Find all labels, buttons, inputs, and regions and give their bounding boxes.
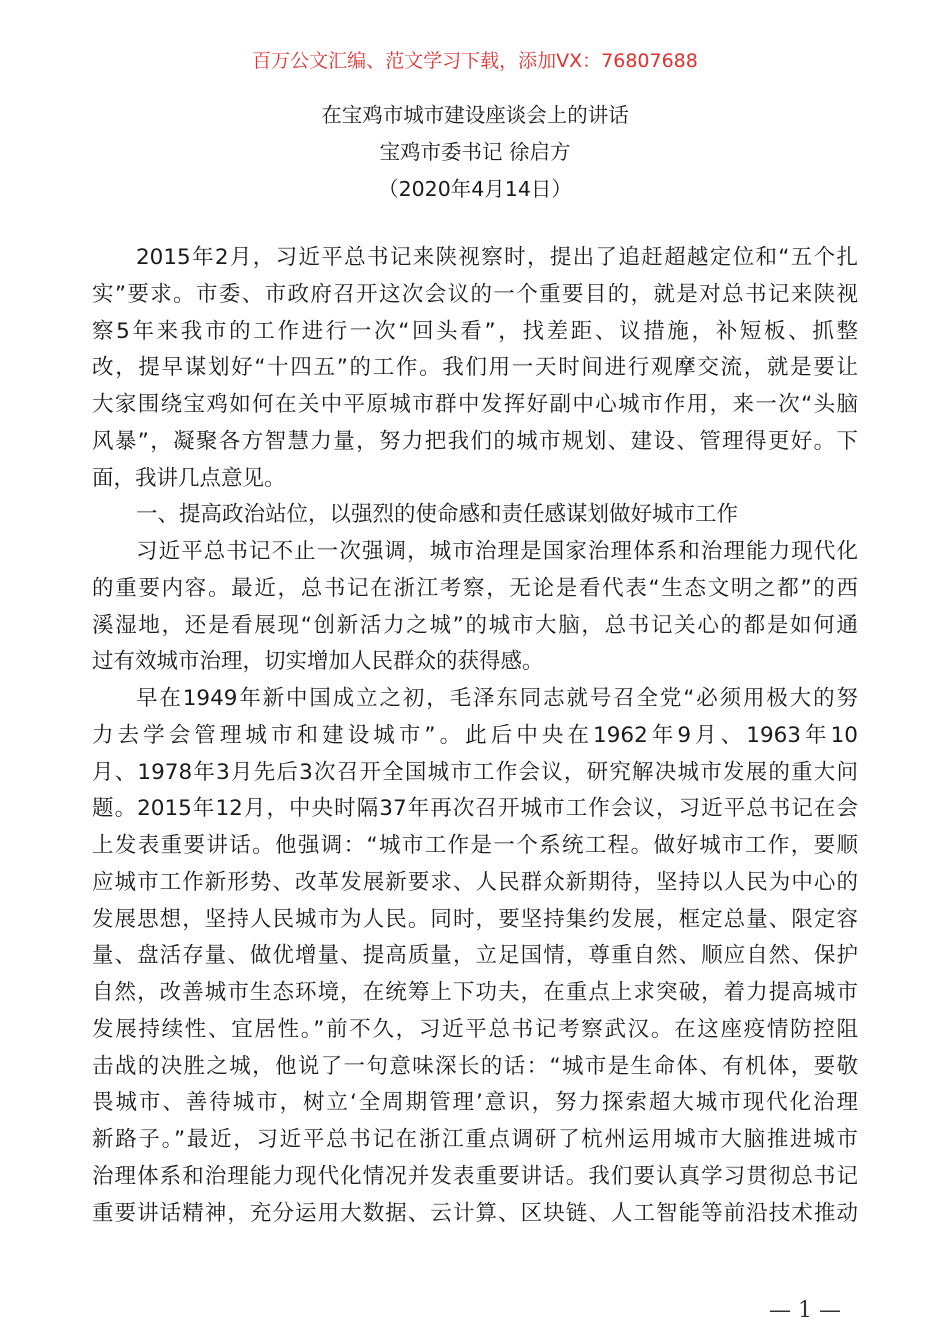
text-line: 大家围绕宝鸡如何在关中平原城市群中发挥好副中心城市作用，来一次“头脑 [92,392,858,417]
section-heading [92,497,858,534]
document-title: 在宝鸡市城市建设座谈会上的讲话 [321,103,629,127]
text-line: 习近平总书记不止一次强调，城市治理是国家治理体系和治理能力现代化 [136,539,858,564]
text-line: 发展思想，坚持人民城市为人民。同时，要坚持集约发展，框定总量、限定容 [92,906,858,932]
text-line: 上发表重要讲话。他强调：“城市工作是一个系统工程。做好城市工作，要顺 [92,833,858,858]
text-line: 自然，改善城市生态环境，在统筹上下功夫，在重点上求突破，着力提高城市 [92,980,858,1005]
paragraph [92,534,858,681]
text-line: 题。2015年12月，中央时隔37年再次召开城市工作会议，习近平总书记在会 [92,796,858,822]
text-line: 重要讲话精神，充分运用大数据、云计算、区块链、人工智能等前沿技术推动 [92,1200,858,1226]
text-line: 溪湿地，还是看展现“创新活力之城”的城市大脑，总书记关心的都是如何通 [92,612,858,638]
text-line: 实”要求。市委、市政府召开这次会议的一个重要目的，就是对总书记来陕视 [92,281,858,307]
text-line: 治理体系和治理能力现代化情况并发表重要讲话。我们要认真学习贯彻总书记 [92,1163,858,1189]
text-line: 2015年2月，习近平总书记来陕视察时，提出了追赶超越定位和“五个扎 [136,245,858,270]
speech-date: （2020年4月14日） [378,177,572,201]
text-line: 月、1978年3月先后3次召开全国城市工作会议，研究解决城市发展的重大问 [92,759,858,785]
text-line: 过有效城市治理，切实增加人民群众的获得感。 [92,649,544,675]
text-line: 力去学会管理城市和建设城市”。此后中央在1962年9月、1963年10 [92,722,858,748]
paragraph [92,240,858,497]
text-line: 一、提高政治站位，以强烈的使命感和责任感谋划做好城市工作 [136,502,739,528]
text-line: 击战的决胜之城，他说了一句意味深长的话：“城市是生命体、有机体，要敬 [92,1053,858,1079]
text-line: 发展持续性、宜居性。”前不久，习近平总书记考察武汉。在这座疫情防控阻 [92,1016,858,1042]
text-line: 改，提早谋划好“十四五”的工作。我们用一天时间进行观摩交流，就是要让 [92,355,858,381]
paragraph [92,681,858,1232]
text-line: 量、盘活存量、做优增量、提高质量，立足国情，尊重自然、顺应自然、保护 [92,943,858,969]
page-number: — 1 — [769,1298,841,1323]
text-line: 面，我讲几点意见。 [92,465,286,491]
text-line: 应城市工作新形势、改革发展新要求、人民群众新期待，坚持以人民为中心的 [92,869,858,895]
text-line: 察5年来我市的工作进行一次“回头看”，找差距、议措施，补短板、抓整 [92,318,858,344]
text-line: 的重要内容。最近，总书记在浙江考察，无论是看代表“生态文明之都”的西 [92,575,858,601]
watermark-banner: 百万公文汇编、范文学习下载，添加VX：76807688 [252,50,698,72]
text-line: 畏城市、善待城市，树立‘全周期管理’意识，努力探索超大城市现代化治理 [92,1090,858,1116]
text-line: 风暴”，凝聚各方智慧力量，努力把我们的城市规划、建设、管理得更好。下 [92,428,858,454]
speaker-line: 宝鸡市委书记 徐启方 [379,140,571,164]
text-line: 新路子。”最近，习近平总书记在浙江重点调研了杭州运用城市大脑推进城市 [92,1127,858,1152]
text-line: 早在1949年新中国成立之初，毛泽东同志就号召全党“必须用极大的努 [136,686,858,711]
document-body [92,240,858,1232]
